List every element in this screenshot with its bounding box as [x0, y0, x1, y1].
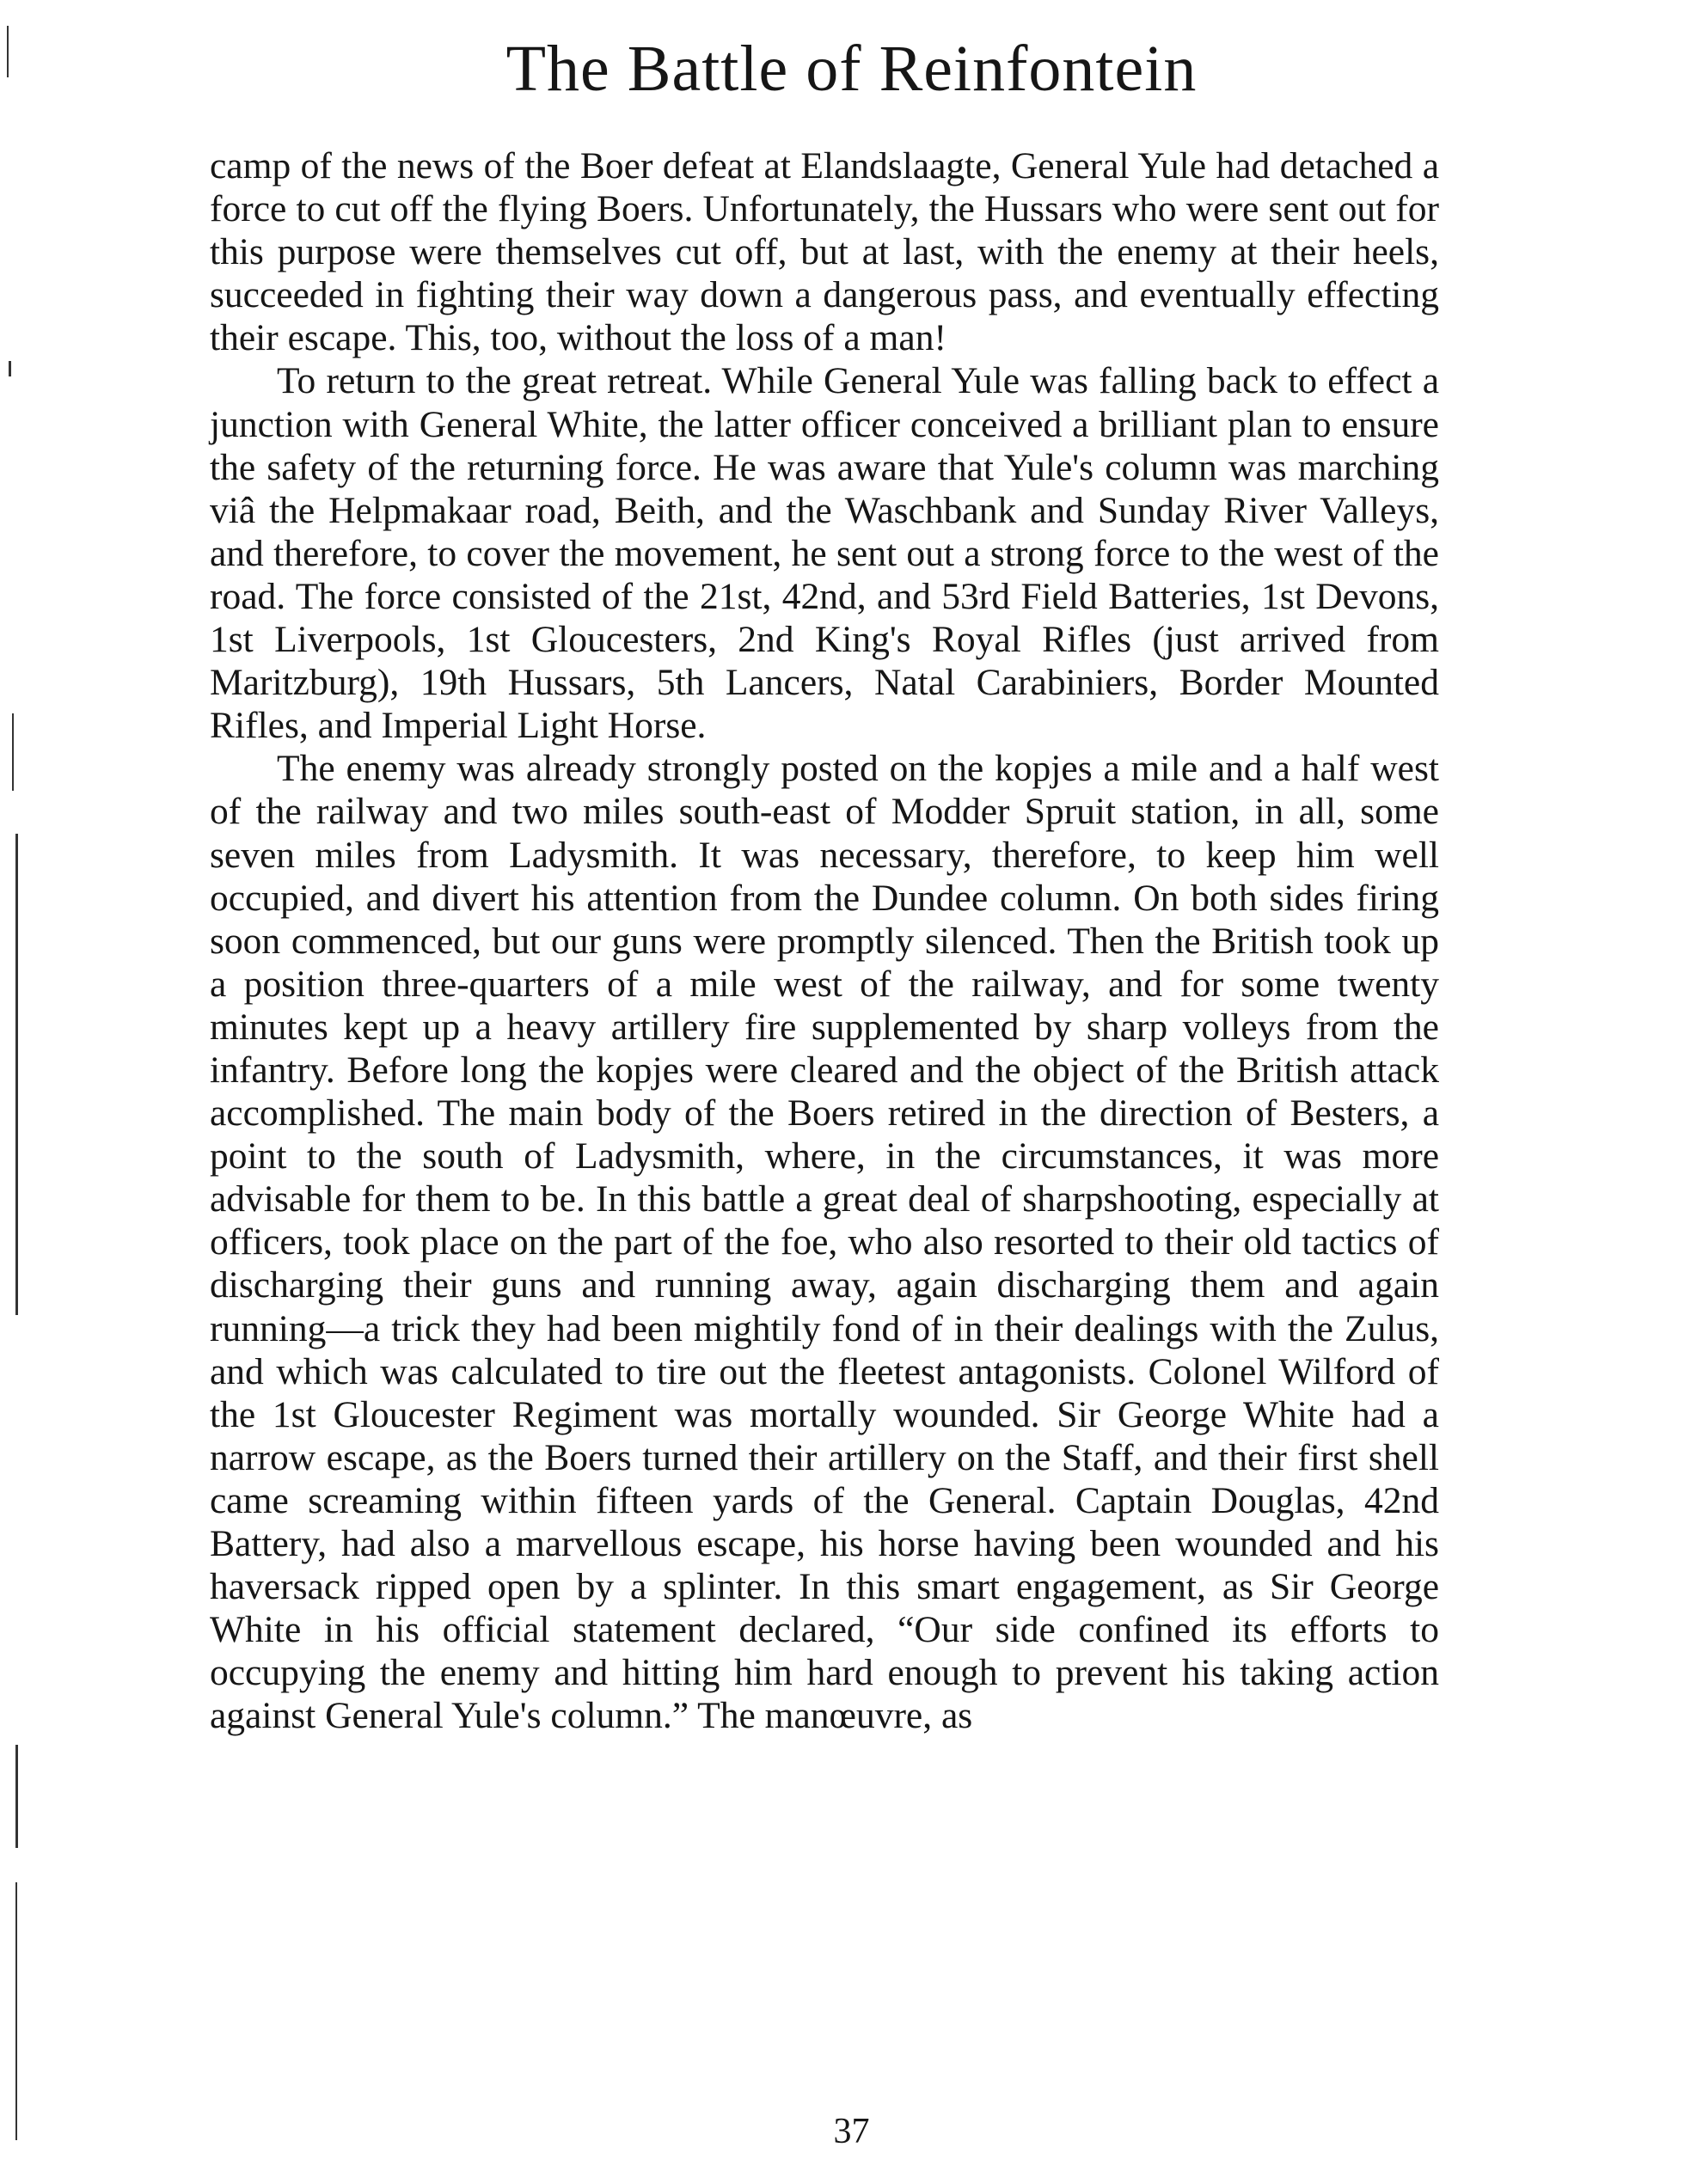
paragraph-3: The enemy was already strongly posted on the kopjes a mile and a half west of the railway and two miles south-east of Modder Spruit station, in all, some seven miles from Ladysmith. It was necessary, therefore, to keep him well occupied, and divert his attention from the Dundee column. On both sides firing soon commenced, but our guns were promptly silenced. Then the British took up a position three-quarters of a mile west of the railway, and for some twenty minutes kept up a heavy artillery fire supplemented by sharp volleys from the infantry. Before long the kopjes were cleared and the object of the British attack accomplished. The main body of the Boers retired in the direction of Besters, a point to the south of Ladysmith, where, in the circumstances, it was more advisable for them to be. In this battle a great deal of sharpshooting, especially at officers, took place on the part of the foe, who also resorted to their old tactics of discharging their guns and running away, again discharging them and again running—a trick they had been mightily fond of in their dealings with the Zulus, and which was calculated to tire out the fleetest antagonists. Colonel Wilford of the 1st Gloucester Regiment was mortally wounded. Sir George White had a narrow escape, as the Boers turned their artillery on the Staff, and their first shell came screaming within fifteen yards of the General. Captain Douglas, 42nd Battery, had also a marvellous escape, his horse having been wounded and his haversack ripped open by a splinter. In this smart engagement, as Sir George White in his official statement declared, “Our side confined its efforts to occupying the enemy and hitting him hard enough to prevent his taking action against General Yule's column.” The manœuvre, as [210, 748, 1439, 1737]
page-number: 37 [833, 2112, 870, 2151]
paragraph-2: To return to the great retreat. While General Yule was falling back to effect a junction with General White, the latter officer conceived a brilliant plan to ensure the safety of the returning force. He was aware that Yule's column was marching viâ the Helpmakaar road, Beith, and the Waschbank and Sunday River Valleys, and therefore, to cover the movement, he sent out a strong force to the west of the road. The force consisted of the 21st, 42nd, and 53rd Field Batteries, 1st Devons, 1st Liverpools, 1st Gloucesters, 2nd King's Royal Rifles (just arrived from Maritzburg), 19th Hussars, 5th Lancers, Natal Carabiniers, Border Mounted Rifles, and Imperial Light Horse. [210, 360, 1439, 747]
body-text [210, 144, 1439, 1737]
left-margin-marks [0, 0, 52, 2184]
margin-mark [15, 834, 18, 1315]
margin-mark [15, 1882, 17, 2140]
margin-mark [12, 713, 14, 791]
page-title: The Battle of Reinfontein [505, 33, 1198, 105]
margin-mark [15, 1745, 18, 1848]
paragraph-1: camp of the news of the Boer defeat at Elandslaagte, General Yule had detached a force to cut off the flying Boers. Unfortunately, the Hussars who were sent out for this purpose were themselves cut off, but at last, with the enemy at their heels, succeeded in fighting their way down a dangerous pass, and eventually effecting their escape. This, too, without the loss of a man! [210, 145, 1439, 359]
margin-mark [9, 361, 11, 376]
